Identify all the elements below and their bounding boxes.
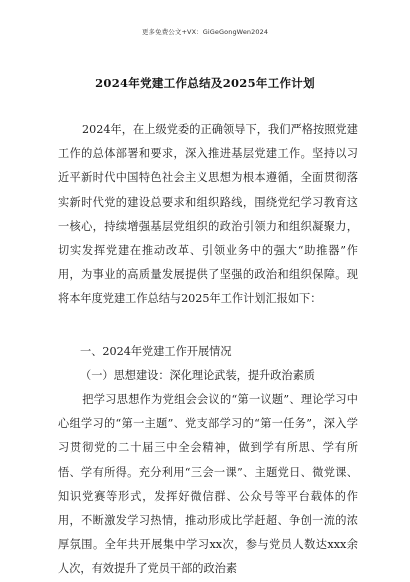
intro-paragraph [58, 118, 358, 312]
subsection-heading: （一）思想建设：深化理论武装，提升政治素质 [80, 369, 315, 382]
document-title: 2024年党建工作总结及2025年工作计划 [95, 76, 315, 90]
subsection-paragraph [58, 388, 358, 582]
intro-paragraph-text: 2024年，在上级党委的正确领导下，我们严格按照党建工作的总体部署和要求，深入推进基层党建工作。坚持以习近平新时代中国特色社会主义思想为根本遵循，全面贯彻落实新时代党的建设总要求和组织路线，围绕党纪学习教育这一核心，持续增强基层党组织的政治引领力和组织凝聚力，切实发挥党建在推动改革、引领业务中的强大“助推器”作用，为事业的高质量发展提供了坚强的政治和组织保障。现将本年度党建工作总结与2025年工作计划汇报如下： [58, 123, 358, 306]
section-heading: 一、2024年党建工作开展情况 [80, 345, 232, 358]
subsection-paragraph-text: 把学习思想作为党组会会议的“第一议题”、理论学习中心组学习的“第一主题”、党支部学习的“第一任务”，深入学习贯彻党的二十届三中全会精神，做到学有所思、学有所悟、学有所得。充分利用“三会一课”、主题党日、微党课、知识党赛等形式，发挥好微信群、公众号等平台载体的作用，不断激发学习热情，推动形成比学赶超、争创一流的浓厚氛围。全年共开展集中学习xx次，参与党员人数达xxx余人次，有效提升了党员干部的政治素 [58, 393, 358, 576]
header-note: 更多免费公文+VX：GiGeGongWen2024 [141, 28, 269, 36]
